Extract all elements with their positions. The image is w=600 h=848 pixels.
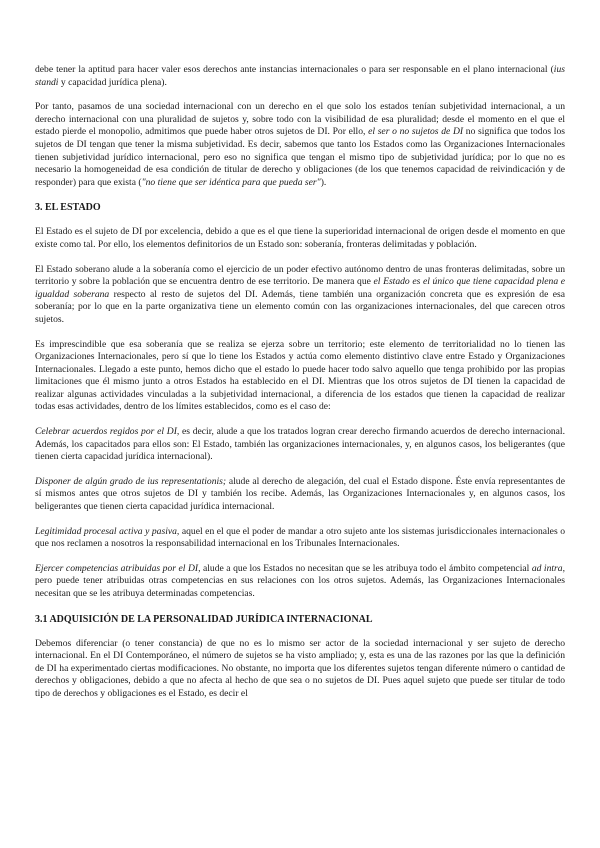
paragraph-competencias: Ejercer competencias atribuidas por el DI, alude a que los Estados no necesitan que se les atribuya todo el ámbito competencial ad intra, pero puede tener atribuidas otras competencias en sus relaciones con los otros sujetos. Además, las Organizaciones Internacionales necesitan que se les atribuya determinadas competencias. [35,562,565,599]
paragraph-continuation: debe tener la aptitud para hacer valer esos derechos ante instancias internacionales o para ser responsable en el plano internacional (ius standi y capacidad jurídica plena). [35,64,565,88]
paragraph-celebrar-acuerdos: Celebrar acuerdos regidos por el DI, es decir, alude a que los tratados logran crear derecho firmando acuerdos de derecho internacional. Además, los capacitados para ellos son: El Estado, también las organizaciones internacionales, y, en algunos casos, los beligerantes (que tienen cierta capacidad jurídica internacional). [35,426,565,463]
section-heading-estado: 3. EL ESTADO [35,202,101,214]
section-heading-adquisicion: 3.1 ADQUISICIÓN DE LA PERSONALIDAD JURÍDICA INTERNACIONAL [35,613,373,625]
paragraph-legitimidad-procesal: Legitimidad procesal activa y pasiva, aquel en el que el poder de mandar a otro sujeto ante los sistemas jurisdiccionales internacionales o que nos reclamen a nosotros la responsabilidad internacional en los Tribunales Internacionales. [35,525,566,550]
paragraph-subjects-plurality: Por tanto, pasamos de una sociedad internacional con un derecho en el que solo los estados tenían subjetividad internacional, a un derecho internacional con una pluralidad de sujetos y, sobre todo con la visibilidad de esa pluralidad; desde el momento en el que el estado pierde el monopolio, admitimos que puede haber otros sujetos de DI. Por ello, el ser o no sujetos de DI no significa que todos los sujetos de DI tengan que tener la misma subjetividad. Es decir, sabemos que tanto los Estados como las Organizaciones Internacionales tienen subjetividad jurídico internacional, pero eso no significa que tengan el mismo tipo de subjetividad jurídica; por lo que no es necesario la homogeneidad de esa condición de titular de derecho y obligaciones (de los que tenemos capacidad de reivindicación y de responder) para que exista ("no tiene que ser idéntica para que pueda ser"). [35,101,565,188]
paragraph-estado-definition: El Estado es el sujeto de DI por excelencia, debido a que es el que tiene la superioridad internacional de origen desde el momento en que existe como tal. Por ello, los elementos definitorios de un Estado son: soberanía, fronteras delimitadas y población. [35,226,565,250]
document-page [35,64,565,713]
paragraph-actor-vs-sujeto: Debemos diferenciar (o tener constancia) de que no es lo mismo ser actor de la sociedad internacional y ser sujeto de derecho internacional. En el DI Contemporáneo, el número de sujetos se ha visto ampliado; y, esta es una de las razones por las que la definición de DI ha experimentado ciertas modificaciones. No obstante, no importa que los diferentes sujetos tengan diferente número o cantidad de derechos y obligaciones, debido a que no afecta al hecho de que sea o no sujetos de DI. Pues aquel sujeto que puede ser titular de todo tipo de derechos y obligaciones es el Estado, es decir el [35,637,565,699]
paragraph-ius-representationis: Disponer de algún grado de ius representationis; alude al derecho de alegación, del cual el Estado dispone. Éste envía representantes de sí mismos antes que otros sujetos de DI y también los recibe. Además, las Organizaciones Internacionales y, en algunos casos, los beligerantes que tienen cierta capacidad jurídica internacional. [35,475,565,513]
paragraph-territorialidad: Es imprescindible que esa soberanía que se realiza se ejerza sobre un territorio; este elemento de territorialidad no lo tienen las Organizaciones Internacionales, pero sí que lo tiene los Estados y actúa como elemento distintivo clave entre Estado y Organizaciones Internacionales. Llegado a este punto, hemos dicho que el estado lo puede hacer todo salvo aquello que tenga prohibido por las propias limitaciones que él mismo junto a otros Estados ha establecido en el DI. Mientras que los otros sujetos de DI tienen la capacidad de realizar algunas actividades vinculadas a la subjetividad internacional, a diferencia de los estados que tienen la capacidad de realizar todas esas actividades, dentro de los límites establecidos, como es el caso de: [35,338,565,413]
paragraph-estado-soberano: El Estado soberano alude a la soberanía como el ejercicio de un poder efectivo autónomo dentro de unas fronteras delimitadas, sobre un territorio y sobre la población que se encuentra dentro de ese territorio. De manera que el Estado es el único que tiene capacidad plena e igualdad soberana respecto al resto de sujetos del DI. Además, tiene también una organización concreta que es expresión de esa soberanía; por lo que en la parte organizativa tiene un elemento común con las organizaciones internacionales, del que carecen otros sujetos. [35,263,565,325]
